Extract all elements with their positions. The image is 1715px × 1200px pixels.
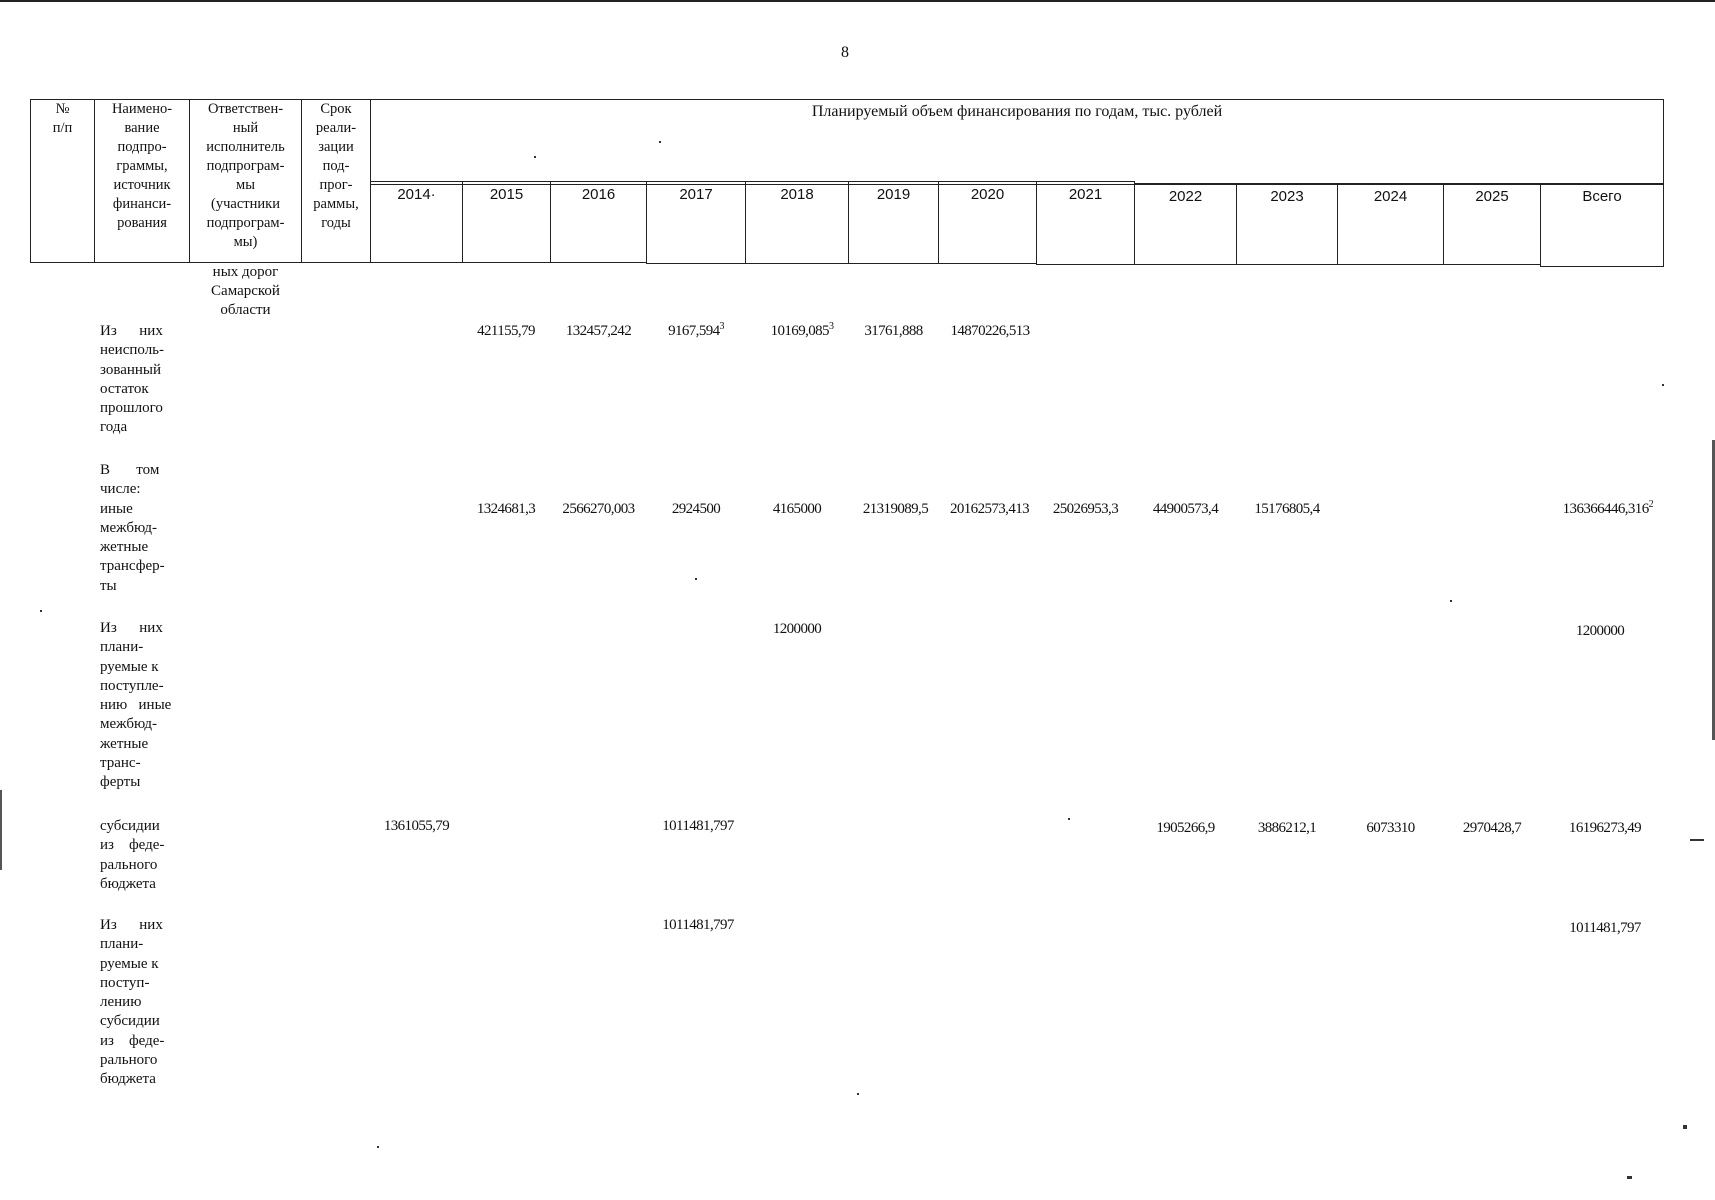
header-name: Наимено- вание подпро- граммы, источник финанси- рования: [94, 99, 190, 263]
cell-unused-2016: 132457,242: [565, 323, 632, 339]
cell-subsidies-2022: 1905266,9: [1156, 820, 1215, 836]
header-num: № п/п: [30, 99, 95, 263]
continued-executor-text: ных дорог Самарской области: [211, 264, 280, 318]
header-year-2018: 2018: [745, 181, 849, 264]
scan-edge-mark: [0, 790, 2, 870]
scan-speck: [1627, 1176, 1632, 1179]
row-label-planned-subsidies: Из них плани- руемые к поступ- лению субсидии из феде- рального бюджета: [100, 917, 165, 1088]
cell-subsidies-2023: 3886212,1: [1257, 820, 1317, 836]
cell-transfers-2019: 21319089,5: [862, 501, 929, 517]
cell-subsidies-2017: 1011481,797: [662, 818, 734, 834]
header-total: Всего: [1540, 183, 1664, 267]
row-label-other-transfers: В том числе: иные межбюд- жетные трансфер- ты: [100, 462, 165, 594]
cell-transfers-2016: 2566270,003: [562, 501, 635, 517]
header-plan-title: Планируемый объем финансирования по годам, тыс. рублей: [370, 99, 1664, 185]
page-top-edge: [0, 0, 1715, 2]
header-year-2015: 2015: [462, 181, 551, 263]
cell-unused-2020: 14870226,513: [950, 323, 1030, 339]
cell-planned-subsidies-2017: 1011481,797: [662, 917, 734, 933]
cell-subsidies-2025: 2970428,7: [1462, 820, 1522, 836]
page-number: 8: [841, 44, 849, 61]
cell-subsidies-total: 16196273,49: [1568, 820, 1642, 836]
scan-speck: [695, 578, 697, 580]
row-label-unused-remainder: Из них неисполь- зованный остаток прошлого года: [100, 323, 165, 436]
scan-speck: [40, 610, 42, 612]
cell-transfers-2018: 4165000: [772, 501, 822, 517]
cell-planned-transfers-total: 1200000: [1575, 623, 1625, 639]
scan-speck: [377, 1146, 379, 1148]
scan-edge-mark: [1690, 839, 1704, 841]
header-term: Срок реали- зации под- прог- раммы, годы: [301, 99, 371, 263]
header-year-2014: 2014·: [370, 181, 463, 263]
cell-transfers-2020: 20162573,413: [949, 501, 1030, 517]
scan-speck: [1068, 818, 1070, 820]
row-label-planned-transfers: Из них плани- руемые к поступле- нию иные межбюд- жетные транс- ферты: [100, 620, 172, 791]
header-year-2019: 2019: [848, 181, 939, 264]
scan-speck: [1662, 384, 1664, 386]
cell-unused-2018: 10169,085$^3$: [770, 321, 834, 339]
scan-speck: [1683, 1125, 1687, 1129]
cell-transfers-2015: 1324681,3: [476, 501, 536, 517]
header-year-2017: 2017: [646, 181, 746, 264]
header-year-2020: 2020: [938, 181, 1037, 264]
cell-subsidies-2014: 1361055,79: [383, 818, 450, 834]
cell-transfers-2017: 2924500: [671, 501, 721, 517]
header-year-2021: 2021: [1036, 181, 1135, 265]
cell-unused-2015: 421155,79: [477, 323, 535, 339]
header-year-2016: 2016: [550, 181, 647, 263]
header-year-2023: 2023: [1236, 183, 1338, 265]
header-year-2024: 2024: [1337, 183, 1444, 265]
cell-transfers-total: 136366446,316$^2$: [1562, 499, 1653, 517]
scan-speck: [534, 156, 536, 158]
cell-unused-2017: 9167,594$^3$: [668, 321, 724, 339]
cell-planned-subsidies-total: 1011481,797: [1569, 920, 1641, 936]
cell-transfers-2023: 15176805,4: [1254, 501, 1320, 517]
scan-speck: [659, 141, 661, 143]
row-label-federal-subsidies: субсидии из феде- рального бюджета: [100, 818, 165, 892]
cell-unused-2019: 31761,888: [864, 323, 923, 339]
scan-speck: [1450, 600, 1452, 602]
scan-speck: [857, 1093, 859, 1095]
cell-transfers-2022: 44900573,4: [1152, 501, 1219, 517]
header-year-2022: 2022: [1134, 183, 1237, 265]
cell-planned-transfers-2018: 1200000: [772, 621, 822, 637]
header-executor: Ответствен- ный исполнитель подпрограм- мы (участники подпрограм- мы): [189, 99, 302, 263]
header-year-2025: 2025: [1443, 183, 1541, 265]
cell-subsidies-2024: 6073310: [1366, 820, 1415, 836]
cell-transfers-2021: 25026953,3: [1052, 501, 1119, 517]
